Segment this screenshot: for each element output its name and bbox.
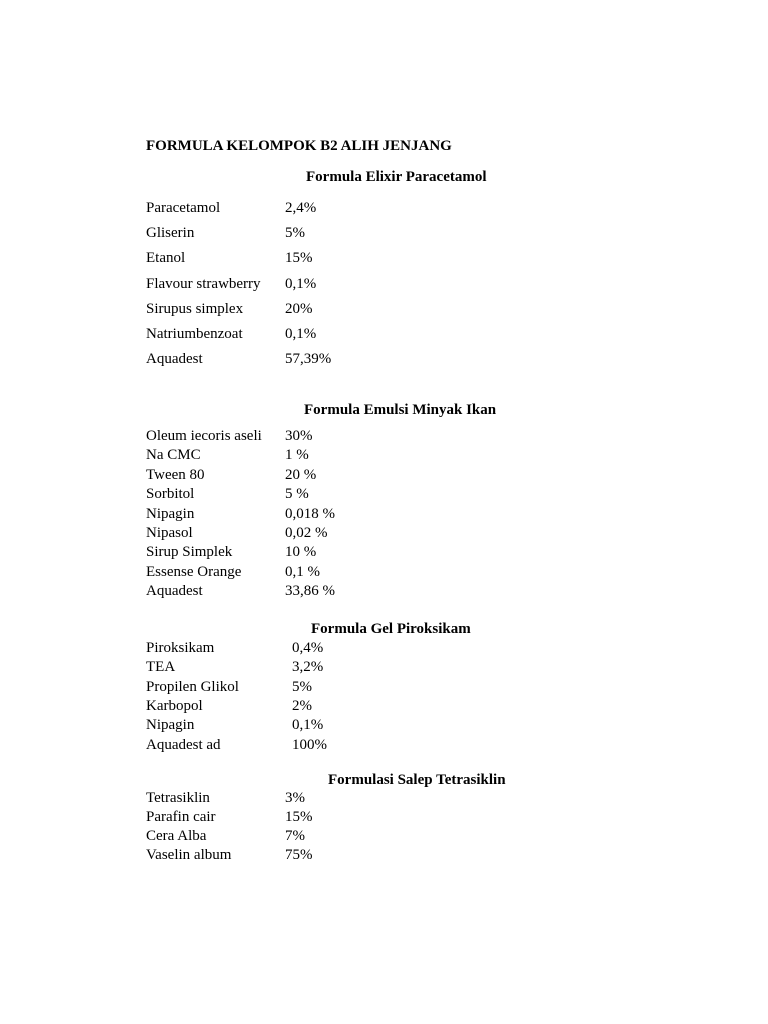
ingredient-row <box>146 698 546 718</box>
ingredient-amount: 0,1 % <box>285 563 320 580</box>
section-heading: Formula Elixir Paracetamol <box>306 169 487 185</box>
ingredient-row <box>146 679 546 699</box>
ingredient-name: Sirup Simplek <box>146 544 233 561</box>
section-heading: Formula Gel Piroksikam <box>311 621 471 637</box>
ingredient-amount: 0,1% <box>285 275 317 292</box>
ingredient-row <box>146 428 546 448</box>
ingredient-name: Etanol <box>146 250 186 267</box>
ingredient-name: Parafin cair <box>146 809 216 825</box>
ingredient-row <box>146 326 546 346</box>
ingredient-row <box>146 564 546 584</box>
ingredient-row <box>146 809 546 829</box>
ingredient-name: Na CMC <box>146 447 201 464</box>
ingredient-name: Sirupus simplex <box>146 300 244 317</box>
ingredient-name: Essense Orange <box>146 563 242 580</box>
ingredient-amount: 0,1% <box>285 326 317 342</box>
ingredient-name: Nipagin <box>146 505 195 522</box>
document-title: FORMULA KELOMPOK B2 ALIH JENJANG <box>146 138 452 154</box>
ingredient-row <box>146 640 546 660</box>
ingredient-amount: 0,1% <box>292 717 324 734</box>
ingredient-row <box>146 525 546 545</box>
ingredient-name: Aquadest <box>146 583 203 600</box>
ingredient-amount: 75% <box>285 847 313 863</box>
ingredient-name: Aquadest ad <box>146 736 221 753</box>
ingredient-amount: 3,2% <box>292 659 324 676</box>
ingredient-amount: 33,86 % <box>285 583 335 600</box>
ingredient-row <box>146 506 546 526</box>
ingredient-amount: 5% <box>285 225 305 242</box>
ingredient-row <box>146 717 546 737</box>
ingredient-row <box>146 467 546 487</box>
ingredient-amount: 2% <box>292 697 312 714</box>
ingredient-amount: 20% <box>285 300 313 317</box>
ingredient-name: Vaselin album <box>146 847 232 863</box>
ingredient-name: TEA <box>146 659 176 676</box>
ingredient-amount: 5 % <box>285 486 309 503</box>
section-heading: Formula Emulsi Minyak Ikan <box>304 402 497 418</box>
ingredient-amount: 15% <box>285 809 313 825</box>
ingredient-amount: 2,4% <box>285 200 317 216</box>
ingredient-amount: 0,018 % <box>285 505 335 522</box>
ingredient-name: Sorbitol <box>146 486 195 503</box>
ingredient-row <box>146 828 546 848</box>
ingredient-amount: 57,39% <box>285 351 332 368</box>
ingredient-name: Natriumbenzoat <box>146 326 243 342</box>
ingredient-amount: 5% <box>292 678 312 695</box>
ingredient-row <box>146 351 546 371</box>
ingredient-name: Piroksikam <box>146 640 215 656</box>
ingredient-name: Tetrasiklin <box>146 790 210 806</box>
ingredient-name: Nipagin <box>146 717 195 734</box>
ingredient-row <box>146 301 546 321</box>
ingredient-row <box>146 583 546 603</box>
ingredient-row <box>146 250 546 270</box>
ingredient-amount: 15% <box>285 250 313 267</box>
ingredient-amount: 30% <box>285 428 313 444</box>
ingredient-amount: 0,4% <box>292 640 324 656</box>
ingredient-row <box>146 737 546 757</box>
ingredient-row <box>146 544 546 564</box>
ingredient-amount: 100% <box>292 736 327 753</box>
ingredient-name: Tween 80 <box>146 466 205 483</box>
ingredient-name: Aquadest <box>146 351 203 368</box>
ingredient-amount: 3% <box>285 790 305 806</box>
ingredient-amount: 1 % <box>285 447 309 464</box>
ingredient-row <box>146 790 546 810</box>
ingredient-name: Nipasol <box>146 525 193 541</box>
ingredient-row <box>146 847 546 867</box>
ingredient-row <box>146 447 546 467</box>
ingredient-name: Gliserin <box>146 225 195 242</box>
ingredient-name: Propilen Glikol <box>146 678 239 695</box>
ingredient-name: Karbopol <box>146 697 203 714</box>
ingredient-name: Oleum iecoris aseli <box>146 428 262 444</box>
ingredient-row <box>146 486 546 506</box>
section-heading: Formulasi Salep Tetrasiklin <box>328 772 506 788</box>
ingredient-row <box>146 200 546 220</box>
ingredient-amount: 7% <box>285 828 305 844</box>
ingredient-amount: 10 % <box>285 544 317 561</box>
ingredient-amount: 20 % <box>285 466 317 483</box>
ingredient-name: Paracetamol <box>146 200 221 216</box>
ingredient-amount: 0,02 % <box>285 525 328 541</box>
ingredient-row <box>146 225 546 245</box>
ingredient-row <box>146 659 546 679</box>
ingredient-name: Cera Alba <box>146 828 207 844</box>
ingredient-row <box>146 276 546 296</box>
ingredient-name: Flavour strawberry <box>146 275 261 292</box>
